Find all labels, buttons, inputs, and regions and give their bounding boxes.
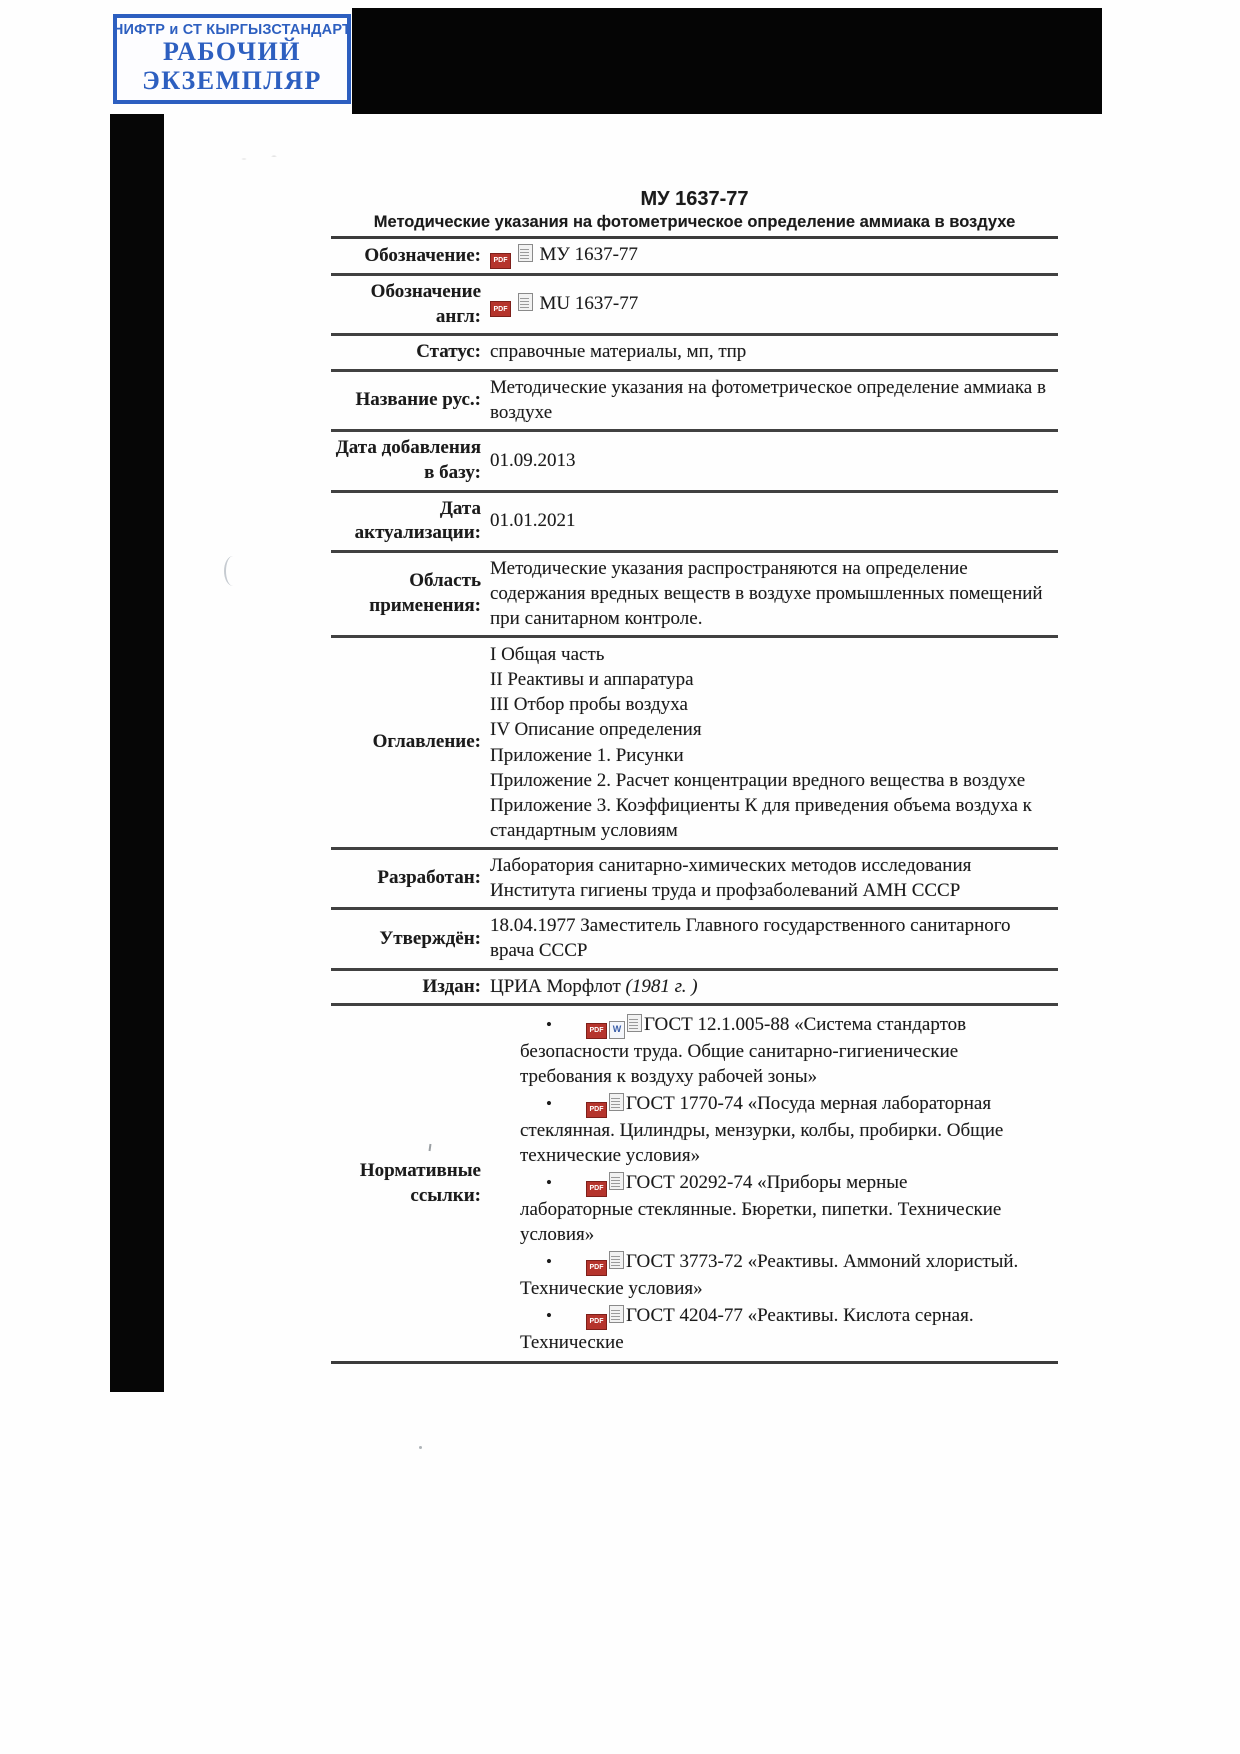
row-label: Оглавление: — [372, 731, 481, 753]
row-label: Название рус.: — [355, 389, 481, 411]
date-added-value: 01.09.2013 — [490, 449, 576, 471]
reference-text: ГОСТ 3773-72 «Реактивы. Аммоний хлористый. Технические условия» — [520, 1251, 1019, 1299]
row-label: Дата добавления в базу: — [335, 437, 481, 484]
document-icon — [609, 1093, 624, 1111]
row-label: Обозначение англ: — [370, 280, 481, 327]
scope-value: Методические указания распространяются на определение содержания вредных веществ в воздухе промышленных помещений при санитарном контроле. — [490, 558, 1043, 629]
toc-list — [490, 642, 1058, 843]
name-ru-value: Методические указания на фотометрическое определение аммиака в воздухе — [490, 377, 1046, 423]
reference-text: ГОСТ 4204-77 «Реактивы. Кислота серная. Технические — [520, 1305, 974, 1353]
toc-item: Приложение 3. Коэффициенты К для приведения объема воздуха к стандартным условиям — [490, 794, 1032, 841]
row-developer — [331, 850, 1058, 910]
toc-item: IV Описание определения — [490, 719, 702, 741]
date-updated-value: 01.01.2021 — [490, 510, 576, 532]
row-label: Область применения: — [369, 570, 481, 617]
row-status — [331, 336, 1058, 372]
designation-en-value: MU 1637-77 — [539, 292, 639, 314]
word-doc-icon: W — [609, 1021, 625, 1039]
reference-item — [520, 1012, 1024, 1089]
scan-black-bar-left — [110, 114, 164, 1392]
row-toc — [331, 638, 1058, 850]
pdf-icon: PDF — [586, 1181, 607, 1197]
toc-item: Приложение 1. Рисунки — [490, 744, 684, 766]
toc-item: III Отбор пробы воздуха — [490, 694, 688, 716]
row-label: Статус: — [416, 341, 481, 363]
pdf-icon: PDF — [490, 301, 511, 317]
row-name-ru — [331, 372, 1058, 432]
row-scope — [331, 553, 1058, 638]
document-icon — [518, 293, 533, 311]
document-icon — [518, 244, 533, 262]
scan-artifact — [419, 1446, 422, 1449]
document-title: Методические указания на фотометрическое определение аммиака в воздухе — [331, 210, 1058, 239]
scan-artifact — [232, 152, 292, 166]
reference-text: ГОСТ 12.1.005-88 «Система стандартов безопасности труда. Общие санитарно-гигиенические требования к воздуху рабочей зоны» — [520, 1014, 967, 1088]
bullet-icon: • — [546, 1173, 552, 1193]
document-code: МУ 1637-77 — [640, 188, 749, 210]
publication-year: (1981 г. ) — [625, 975, 698, 997]
row-references — [331, 1006, 1058, 1364]
document-icon — [609, 1172, 624, 1190]
working-copy-stamp — [113, 14, 351, 104]
toc-item: II Реактивы и аппаратура — [490, 669, 694, 691]
document-icon — [627, 1014, 642, 1032]
row-label: Нормативные ссылки: — [359, 1159, 481, 1206]
row-label: Разработан: — [377, 867, 481, 889]
approved-value: 18.04.1977 Заместитель Главного государственного санитарного врача СССР — [490, 915, 1011, 961]
row-designation — [331, 239, 1058, 276]
reference-item — [520, 1091, 1024, 1168]
developer-value: Лаборатория санитарно-химических методов исследования Института гигиены труда и профзаболеваний АМН СССР — [490, 854, 972, 901]
row-value — [490, 243, 1058, 269]
stamp-word-rabochiy: РАБОЧИЙ — [163, 37, 301, 67]
bullet-icon: • — [546, 1252, 552, 1272]
row-value — [490, 292, 1058, 318]
stamp-organization: НИФТР и СТ КЫРГЫЗСТАНДАРТ — [112, 22, 352, 39]
status-value: справочные материалы, мп, тпр — [490, 341, 747, 363]
pdf-icon: PDF — [586, 1023, 607, 1039]
row-approved — [331, 910, 1058, 970]
toc-item: Приложение 2. Расчет концентрации вредного вещества в воздухе — [490, 769, 1026, 791]
reference-text: ГОСТ 1770-74 «Посуда мерная лабораторная стеклянная. Цилиндры, мензурки, колбы, пробирки. Общие технические условия» — [520, 1093, 1004, 1167]
scan-black-bar-top — [352, 8, 1102, 114]
row-designation-en — [331, 276, 1058, 336]
bullet-icon: • — [546, 1306, 552, 1326]
document-icon — [609, 1251, 624, 1269]
row-label: Издан: — [422, 975, 481, 997]
standard-card — [331, 188, 1058, 1364]
references-list — [490, 1010, 1058, 1357]
row-date-added — [331, 432, 1058, 492]
stamp-word-ekzemplyar: ЭКЗЕМПЛЯР — [142, 66, 322, 95]
reference-item — [520, 1170, 1024, 1247]
pdf-icon: PDF — [586, 1260, 607, 1276]
row-published — [331, 971, 1058, 1007]
row-label: Утверждён: — [379, 927, 481, 949]
pdf-icon: PDF — [490, 253, 511, 269]
reference-item — [520, 1249, 1024, 1301]
designation-value: МУ 1637-77 — [539, 244, 638, 266]
pdf-icon: PDF — [586, 1102, 607, 1118]
row-date-updated — [331, 493, 1058, 553]
toc-item: I Общая часть — [490, 644, 605, 666]
publisher-name: ЦРИА Морфлот — [490, 975, 621, 997]
row-label: Обозначение: — [364, 244, 481, 266]
document-icon — [609, 1305, 624, 1323]
pdf-icon: PDF — [586, 1314, 607, 1330]
published-value — [490, 975, 1058, 1000]
bullet-icon: • — [546, 1094, 552, 1114]
reference-text: ГОСТ 20292-74 «Приборы мерные лабораторные стеклянные. Бюретки, пипетки. Технические условия» — [520, 1172, 1002, 1246]
reference-item — [520, 1303, 1024, 1355]
row-label: Дата актуализации: — [354, 497, 481, 544]
bullet-icon: • — [546, 1015, 552, 1035]
scan-artifact — [224, 556, 242, 586]
